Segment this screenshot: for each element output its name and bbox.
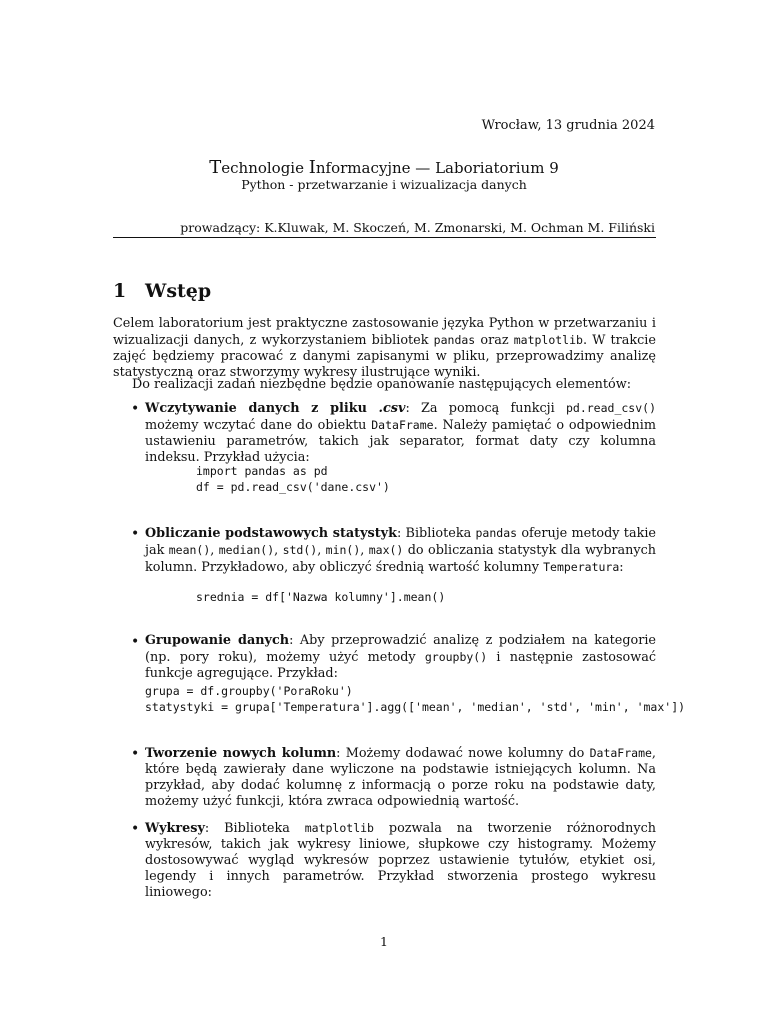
document-authors: prowadzący: K.Kluwak, M. Skoczeń, M. Zmonarski, M. Ochman M. Filiński: [180, 220, 655, 235]
item-text: ,: [274, 543, 283, 558]
inline-code: groupby(): [424, 650, 488, 664]
item-heading: Obliczanie podstawowych statystyk: [145, 526, 397, 541]
section-heading: [113, 280, 212, 302]
item-text: do obliczania statystyk dla wybranych kolumn. Przykładowo, aby obliczyć średnią wartość kolumny: [145, 543, 657, 575]
section-number: 1: [113, 280, 127, 302]
list-item-groupby: [145, 633, 656, 682]
item-text: : Za pomocą funkcji: [405, 401, 566, 416]
code-line: srednia = df['Nazwa kolumny'].mean(): [196, 590, 446, 604]
title-initial-i: I: [308, 157, 316, 178]
item-text: : Możemy dodawać nowe kolumny do: [336, 746, 590, 761]
intro-paragraph: [113, 316, 656, 381]
intro-text-3: . W trakcie zajęć będziemy pracować z danymi zapisanymi w pliku, przeprowadzimy analizę statystyczną oraz stworzymy wykresy ilustrujące wyniki.: [113, 333, 656, 380]
inline-code: std(): [282, 543, 318, 557]
document-subtitle: Python - przetwarzanie i wizualizacja danych: [241, 177, 527, 192]
inline-code: matplotlib: [304, 821, 374, 835]
inline-code: Temperatura: [543, 560, 620, 574]
code-matplotlib: matplotlib: [513, 333, 583, 347]
title-initial-t: T: [209, 157, 222, 178]
bullet-marker: •: [131, 526, 140, 542]
code-line: statystyki = grupa['Temperatura'].agg(['mean', 'median', 'std', 'min', 'max']): [145, 700, 686, 714]
list-item-new-columns: [145, 745, 656, 810]
document-date: Wrocław, 13 grudnia 2024: [481, 118, 655, 133]
item-heading-ext: .csv: [378, 401, 406, 416]
title-part-2: nformacyjne — Laboriatorium 9: [315, 159, 559, 177]
inline-code: max(): [368, 543, 404, 557]
inline-code: min(): [325, 543, 361, 557]
header-rule: [113, 237, 656, 238]
item-text: :: [619, 560, 624, 575]
item-heading: Wykresy: [145, 821, 205, 836]
inline-code: median(): [218, 543, 275, 557]
item-text: ,: [210, 543, 219, 558]
item-text: ,: [360, 543, 369, 558]
code-block-read-csv: [196, 463, 390, 495]
item-text: , które będą zawierały dane wyliczone na podstawie istniejących kolumn. Na przykład, aby dodać kolumnę z informacją o porze roku na podstawie daty, możemy użyć funkcji, która zwraca odpowiednią wartość.: [145, 746, 656, 809]
code-pandas: pandas: [433, 333, 476, 347]
title-part-1: echnologie: [221, 159, 309, 177]
item-text: i następnie zastosować funkcje agregujące. Przykład:: [145, 650, 656, 681]
item-text: : Aby przeprowadzić analizę z podziałem na kategorie (np. pory roku), możemy użyć metody: [145, 633, 656, 665]
item-heading: Grupowanie danych: [145, 633, 290, 648]
list-item-statistics: [145, 525, 656, 576]
list-item-charts: [145, 820, 656, 901]
code-line: grupa = df.groupby('PoraRoku'): [145, 684, 353, 698]
code-line: df = pd.read_csv('dane.csv'): [196, 480, 390, 494]
inline-code: DataFrame: [589, 746, 652, 760]
item-text: . Należy pamiętać o odpowiednim ustawieniu parametrów, takich jak separator, format daty czy kolumna indeksu. Przykład użycia:: [145, 418, 657, 465]
inline-code: pandas: [475, 526, 518, 540]
code-line: import pandas as pd: [196, 464, 328, 478]
item-text: : Biblioteka: [204, 821, 305, 836]
intro-text-2: oraz: [475, 333, 514, 348]
code-block-groupby: [145, 683, 685, 715]
bullet-marker: •: [131, 401, 140, 417]
page-number: 1: [380, 934, 388, 949]
item-text: ,: [317, 543, 326, 558]
bullet-marker: •: [131, 746, 140, 762]
inline-code: pd.read_csv(): [565, 401, 656, 415]
list-item-read-csv: [145, 400, 656, 466]
inline-code: mean(): [168, 543, 211, 557]
document-title: [0, 157, 768, 178]
section-title: Wstęp: [145, 280, 212, 302]
intro-paragraph-2: Do realizacji zadań niezbędne będzie opanowanie następujących elementów:: [132, 377, 632, 392]
item-text: oferuje metody takie jak: [145, 526, 656, 558]
inline-code: DataFrame: [371, 418, 434, 432]
item-text: możemy wczytać dane do obiektu: [145, 418, 372, 433]
item-text: pozwala na tworzenie różnorodnych wykresów, takich jak wykresy liniowe, słupkowe czy histogramy. Możemy dostosowywać wygląd wykresów poprzez ustawienie tytułów, etykiet osi, legendy i innych parametrów. Przykład stworzenia prostego wykresu liniowego:: [145, 821, 656, 900]
intro-text-1: Celem laboratorium jest praktyczne zastosowanie języka Python w przetwarzaniu i wizualizacji danych, z wykorzystaniem bibliotek: [113, 316, 656, 348]
bullet-marker: •: [131, 634, 140, 650]
item-heading: Tworzenie nowych kolumn: [145, 746, 337, 761]
bullet-marker: •: [131, 821, 140, 837]
item-text: : Biblioteka: [396, 526, 476, 541]
code-block-mean: [196, 589, 445, 605]
item-heading: Wczytywanie danych z pliku: [145, 401, 379, 416]
